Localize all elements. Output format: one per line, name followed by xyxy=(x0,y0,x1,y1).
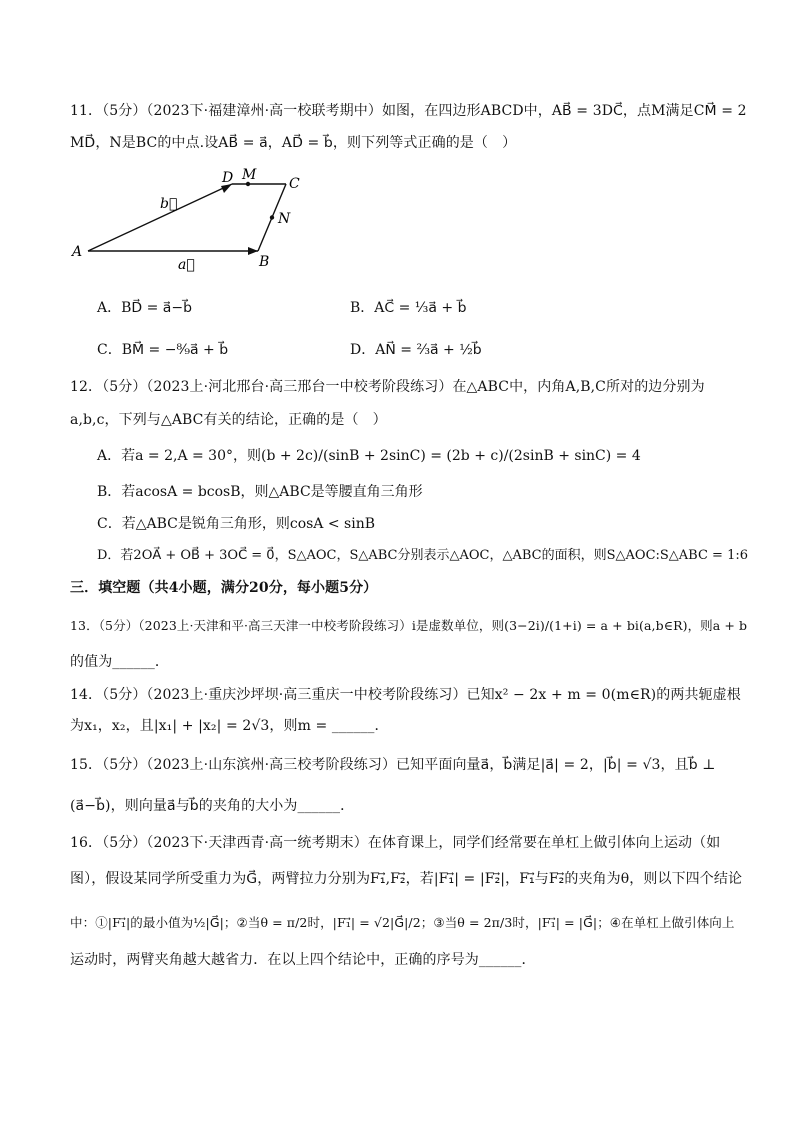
q11-option-c: C．BM⃗ = −⁸⁄₉a⃗ + b⃗ xyxy=(97,342,229,358)
section3-heading: 三．填空题（共4小题，满分20分，每小题5分） xyxy=(70,580,378,596)
label-vector-b: b⃗ xyxy=(160,196,178,212)
q12-stem-line2: a,b,c，下列与△ABC有关的结论，正确的是（ ） xyxy=(70,412,387,428)
point-N xyxy=(270,215,274,219)
q16-stem-line4: 运动时，两臂夹角越大越省力．在以上四个结论中，正确的序号为______． xyxy=(70,952,536,968)
q12-stem-line1: 12．（5分）（2023上·河北邢台·高三邢台一中校考阶段练习）在△ABC中，内角A,B,C所对的边分别为 xyxy=(70,379,705,395)
label-D: D xyxy=(222,170,234,186)
label-A: A xyxy=(72,244,83,260)
q16-stem-line2: 图），假设某同学所受重力为G⃗，两臂拉力分别为F₁⃗,F₂⃗，若|F₁⃗| = |F₂⃗|，F₁⃗与F₂⃗的夹角为θ，则以下四个结论 xyxy=(70,871,743,887)
label-M: M xyxy=(242,167,257,183)
arrow-head-a xyxy=(248,247,258,255)
label-N: N xyxy=(278,211,291,227)
label-B: B xyxy=(259,254,270,270)
q16-stem-line1: 16．（5分）（2023下·天津西青·高一统考期末）在体育课上，同学们经常要在单杠上做引体向上运动（如 xyxy=(70,835,721,851)
side-AD xyxy=(88,184,232,251)
q15-stem-line1: 15．（5分）（2023上·山东滨州·高三校考阶段练习）已知平面向量a⃗，b⃗满足|a⃗| = 2，|b⃗| = √3，且b⃗ ⊥ xyxy=(70,757,716,773)
q12-option-b: B．若acosA = bcosB，则△ABC是等腰直角三角形 xyxy=(97,484,423,500)
q11-option-a: A．BD⃗ = a⃗−b⃗ xyxy=(97,300,193,316)
q15-stem-line2: (a⃗−b⃗)，则向量a⃗与b⃗的夹角的大小为______． xyxy=(70,798,355,814)
q11-stem-line2: MD⃗，N是BC的中点.设AB⃗ = a⃗，AD⃗ = b⃗，则下列等式正确的是（ ） xyxy=(70,135,517,151)
q14-stem-line2: 为x₁，x₂，且|x₁| + |x₂| = 2√3，则m = ______． xyxy=(70,718,389,734)
q11-quadrilateral-figure xyxy=(60,160,320,280)
q11-stem-line1: 11．（5分）（2023下·福建漳州·高一校联考期中）如图，在四边形ABCD中，AB⃗ = 3DC⃗，点M满足CM⃗ = 2 xyxy=(70,103,747,119)
label-C: C xyxy=(289,176,300,192)
q11-option-b: B．AC⃗ = ⅓a⃗ + b⃗ xyxy=(350,300,467,316)
q12-option-a: A．若a = 2,A = 30°，则(b + 2c)/(sinB + 2sinC) = (2b + c)/(2sinB + sinC) = 4 xyxy=(97,448,641,464)
q13-stem-line1: 13．（5分）（2023上·天津和平·高三天津一中校考阶段练习）i是虚数单位，则(3−2i)/(1+i) = a + bi(a,b∈R)，则a + b xyxy=(70,618,748,633)
q11-option-d: D．AN⃗ = ⅔a⃗ + ½b⃗ xyxy=(350,342,482,358)
q16-stem-line3: 中：①|F₁⃗|的最小值为½|G⃗|；②当θ = π/2时，|F₁⃗| = √2|G⃗|/2；③当θ = 2π/3时，|F₁⃗| = |G⃗|；④在单杠上做引体向上 xyxy=(70,915,735,930)
q12-option-c: C．若△ABC是锐角三角形，则cosA < sinB xyxy=(97,516,376,532)
q14-stem-line1: 14．（5分）（2023上·重庆沙坪坝·高三重庆一中校考阶段练习）已知x² − 2x + m = 0(m∈R)的两共轭虚根 xyxy=(70,687,741,703)
q12-option-d: D．若2OA⃗ + OB⃗ + 3OC⃗ = 0⃗，S△AOC，S△ABC分别表示△AOC，△ABC的面积，则S△AOC:S△ABC = 1:6 xyxy=(97,548,749,563)
label-vector-a: a⃗ xyxy=(178,257,195,273)
q13-stem-line2: 的值为______． xyxy=(70,654,169,670)
